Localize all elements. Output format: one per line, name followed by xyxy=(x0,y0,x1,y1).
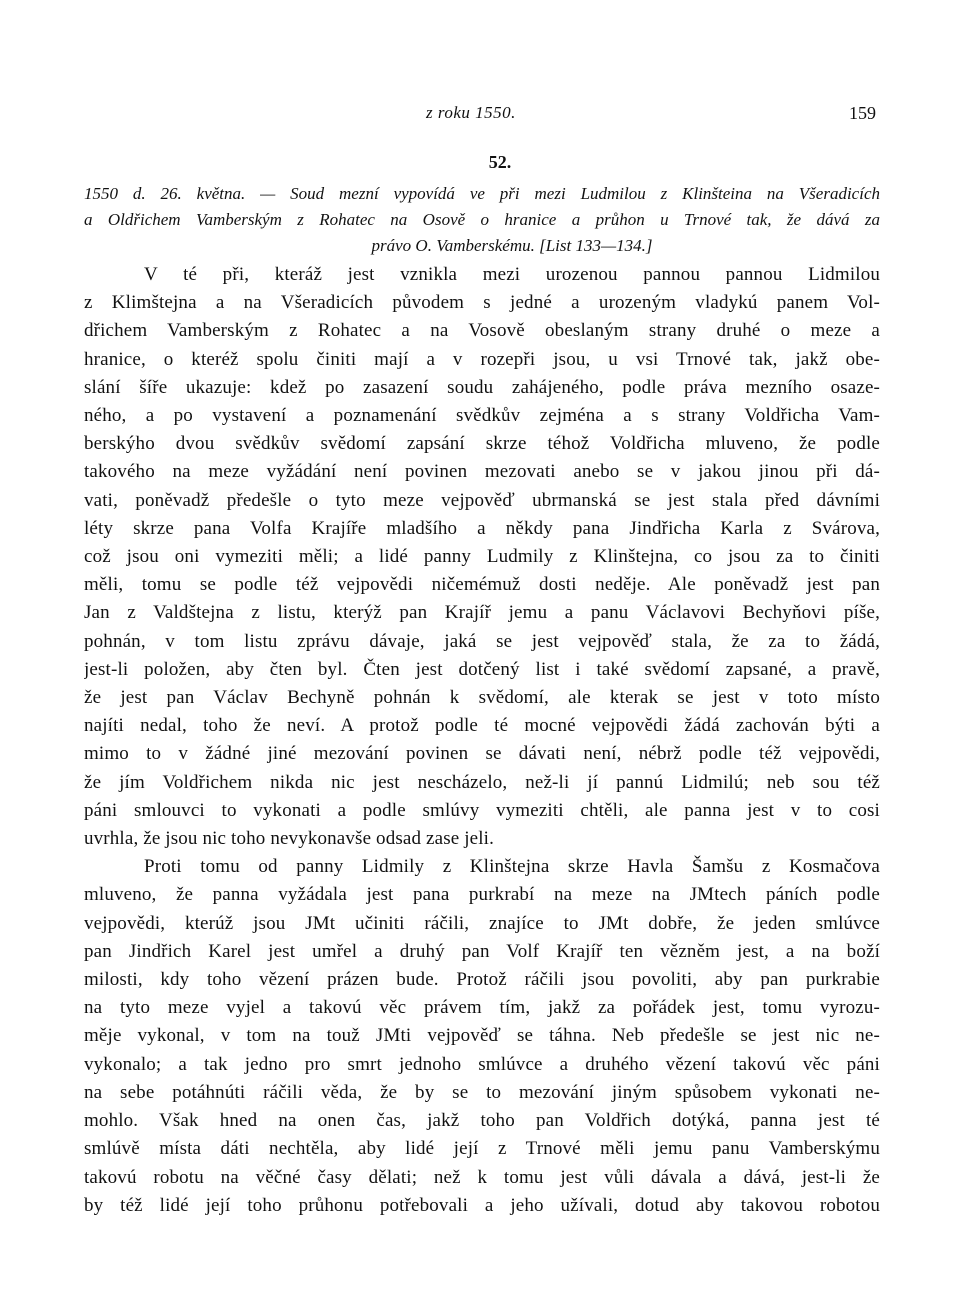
text-line: na tyto meze vyjel a takovú věc právem tím, jakž za pořádek jest, tomu vyrozu- xyxy=(84,997,880,1019)
text-line: takového na meze vyžádání není povinen mezovati anebo se v jakou jinou při dá- xyxy=(84,461,880,483)
text-line: dřichem Vamberským z Rohatec a na Vosově obeslaným strany druhé o meze a xyxy=(84,320,880,342)
regest-line: a Oldřichem Vamberským z Rohatec na Osově o hranice a průhon u Trnové tak, že dává za xyxy=(84,210,880,229)
document-regest xyxy=(84,181,880,259)
text-line: mohlo. Však hned na onen čas, jakž toho pan Voldřich dotýká, panna jest té xyxy=(84,1110,880,1132)
text-line: na sebe potáhnúti ráčili věda, že by se to mezování jiným spůsobem vykonati ne- xyxy=(84,1081,880,1103)
paragraph xyxy=(84,261,880,853)
running-title: z roku 1550. xyxy=(426,103,516,122)
text-line: jest-li položen, aby čten byl. Čten jest dotčený list i také svědomí zapsané, a pravě, xyxy=(84,658,880,680)
text-line: berskýho dvou svědkův svědomí zapsání skrze téhož Voldřicha mluveno, že podle xyxy=(84,433,880,455)
text-line: vejpovědi, kterúž jsou JMt učiniti ráčili, znajíce to JMt dobře, že jeden smlúvce xyxy=(84,912,880,934)
text-line: milosti, kdy toho vězení prázen bude. Protož ráčili jsou povoliti, aby pan purkrabie xyxy=(84,969,880,991)
text-line: pohnán, v tom listu zprávu dávaje, jaká se jest vejpověď stala, že za to žádá, xyxy=(84,630,880,652)
paragraph xyxy=(84,853,880,1220)
text-line: mimo to v žádné jiné mezování povinen se dávati není, nébrž podle též vejpovědi, xyxy=(84,743,880,765)
text-line: že jest pan Václav Bechyně pohnán k svědomí, ale kterak se jest v toto místo xyxy=(84,687,880,709)
text-line: uvrhla, že jsou nic toho nevykonavše odsad zase jeli. xyxy=(84,828,495,850)
text-line: mluveno, že panna vyžádala jest pana purkrabí na meze na JMtech páních podle xyxy=(84,884,880,906)
text-line: mějе vykonal, v tom na touž JMti vejpověď se táhna. Neb předešle se jest nic ne- xyxy=(84,1025,880,1047)
text-line: páni smlouvci to vykonati a podle smlúvy vymeziti chtěli, ale panna jest v to cosi xyxy=(84,799,880,821)
running-head xyxy=(0,103,960,133)
text-line: najíti nedal, toho že neví. A protož podle té mocné vejpovědi žádá zachován býti a xyxy=(84,715,880,737)
text-line: ného, a po vystavení a poznamenání svědkův zejména a s strany Voldřicha Vam- xyxy=(84,405,880,427)
text-line: smlúvě místa dáti nechtěla, aby lidé její z Trnové měli jemu panu Vamberskýmu xyxy=(84,1138,880,1160)
regest-line: 1550 d. 26. května. — Soud mezní vypovídá ve při mezi Ludmilou z Klinšteina na Všeradicích xyxy=(84,184,880,203)
text-line: by též lidé její toho průhonu potřebovali a jeho užívali, dotud aby takovou robotou xyxy=(84,1194,880,1216)
text-line: měli, tomu se podle též vejpovědi ničemémuž dosti neděje. Ale poněvadž jest pan xyxy=(84,574,880,596)
text-line: vati, poněvadž předešle o tyto meze vejpověď ubrmanská se jest stala před dávními xyxy=(84,489,880,511)
text-line: slání šíře ukazuje: kdež po zasazení soudu zahájeného, podle práva mezního osaze- xyxy=(84,376,880,398)
text-line: Jan z Valdštejna z listu, kterýž pan Krajíř jemu a panu Václavovi Bechyňovi píše, xyxy=(84,602,880,624)
text-line: V té při, kteráž jest vznikla mezi urozenou pannou pannou Lidmilou xyxy=(144,264,880,285)
text-line: že jím Voldřichem nikda nic jest nescházelo, než-li jí pannú Lidmilú; neb sou též xyxy=(84,771,880,793)
text-line: což jsou oni vymeziti měli; a lidé panny Ludmily z Klinštejna, co jsou za to činiti xyxy=(84,546,880,568)
document-body xyxy=(84,261,880,1220)
text-line: Proti tomu od panny Lidmily z Klinštejna skrze Havla Šamšu z Kosmačova xyxy=(144,856,880,878)
document-number: 52. xyxy=(488,152,512,172)
regest-line: právo O. Vamberskému. [List 133—134.] xyxy=(371,236,653,255)
text-line: hranice, o kteréž spolu činiti mají a v rozepři jsou, u vsi Trnové tak, jakž obe- xyxy=(84,348,880,370)
text-line: z Klimštejna a na Všeradicích původem s jedné a urozeným vladykú panem Vol- xyxy=(84,292,880,314)
text-line: vykonalo; a tak jedno pro smrt jednoho smlúvce a druhého vězení takovú věc páni xyxy=(84,1053,880,1075)
text-line: takovú robotu na věčné časy dělati; než k tomu jest vůli dávala a dává, jest-li že xyxy=(84,1166,880,1188)
text-line: léty skrze pana Volfa Krajíře mladšího a někdy pana Jindřicha Karla z Svárova, xyxy=(84,517,880,539)
page-number: 159 xyxy=(849,103,876,123)
text-line: pan Jindřich Karel jest umřel a druhý pan Volf Krajíř ten vězněm jest, a na boží xyxy=(84,940,880,962)
